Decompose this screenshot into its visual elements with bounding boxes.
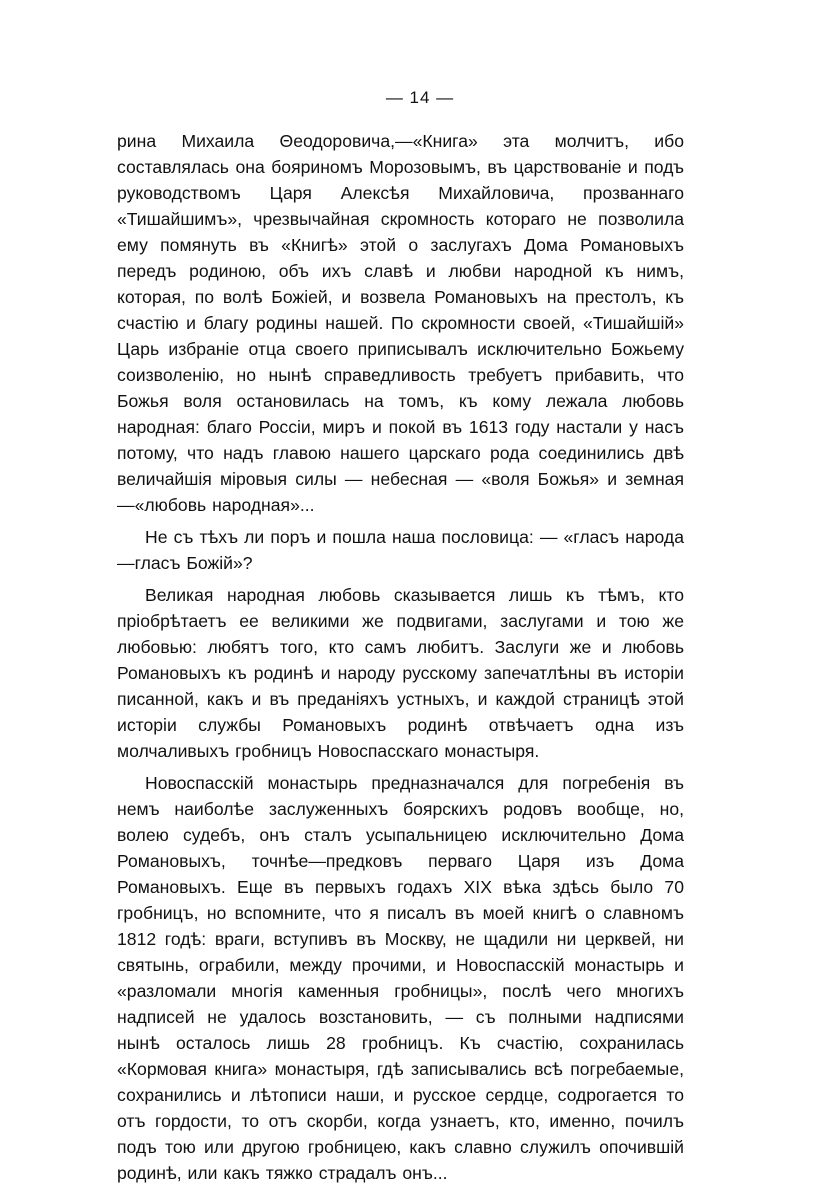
paragraph-3: Великая народная любовь сказывается лишь къ тѣмъ, кто пріобрѣтаетъ ее великими же подвигами, заслугами и тою же любовью: любятъ того, кто самъ любитъ. Заслуги же и любовь Романовыхъ къ родинѣ и народу русскому запечатлѣны въ исторіи писанной, какъ и въ преданіяхъ устныхъ, и каждой страницѣ этой исторіи службы Романовыхъ родинѣ отвѣчаетъ одна изъ молчаливыхъ гробницъ Новоспасскаго монастыря. bbox=[117, 585, 684, 761]
paragraph-2: Не съ тѣхъ ли поръ и пошла наша пословица: — «гласъ народа—гласъ Божій»? bbox=[117, 527, 684, 573]
page-number: — 14 — bbox=[385, 88, 455, 107]
paragraph-1: рина Михаила Θеодоровича,—«Книга» эта молчитъ, ибо составлялась она бояриномъ Морозовымъ, въ царствованіе и подъ руководствомъ Царя Алексѣя Михайловича, прозваннаго «Тишайшимъ», чрезвычайная скромность котораго не позволила ему помянуть въ «Книгѣ» этой о заслугахъ Дома Романовыхъ передъ родиною, объ ихъ славѣ и любви народной къ нимъ, которая, по волѣ Божіей, и возвела Романовыхъ на престолъ, къ счастію и благу родины нашей. По скромности своей, «Тишайшій» Царь избраніе отца своего приписывалъ исключительно Божьему соизволенію, но нынѣ справедливость требуетъ прибавить, что Божья воля остановилась на томъ, къ кому лежала любовь народная: благо Россіи, миръ и покой въ 1613 году настали у насъ потому, что надъ главою нашего царскаго рода соединились двѣ величайшія міровыя силы — небесная — «воля Божья» и земная—«любовь народная»... bbox=[117, 131, 684, 515]
paragraph-4: Новоспасскій монастырь предназначался для погребенія въ немъ наиболѣе заслуженныхъ боярскихъ родовъ вообще, но, волею судебъ, онъ сталъ усыпальницею исключительно Дома Романовыхъ, точнѣе—предковъ перваго Царя изъ Дома Романовыхъ. Еще въ первыхъ годахъ XIX вѣка здѣсь было 70 гробницъ, но вспомните, что я писалъ въ моей книгѣ о славномъ 1812 годѣ: враги, вступивъ въ Москву, не щадили ни церквей, ни святынь, ограбили, между прочими, и Новоспасскій монастырь и «разломали многія каменныя гробницы», послѣ чего многихъ надписей не удалось возстановить, — съ полными надписями нынѣ осталось лишь 28 гробницъ. Къ счастію, сохранилась «Кормовая книга» монастыря, гдѣ записывались всѣ погребаемые, сохранились и лѣтописи наши, и русское сердце, содрогается то отъ гордости, то отъ скорби, когда узнаетъ, кто, именно, почилъ подъ тою или другою гробницею, какъ славно служилъ опочившій родинѣ, или какъ тяжко страдалъ онъ... bbox=[117, 773, 684, 1183]
page-text-body bbox=[117, 128, 684, 1186]
